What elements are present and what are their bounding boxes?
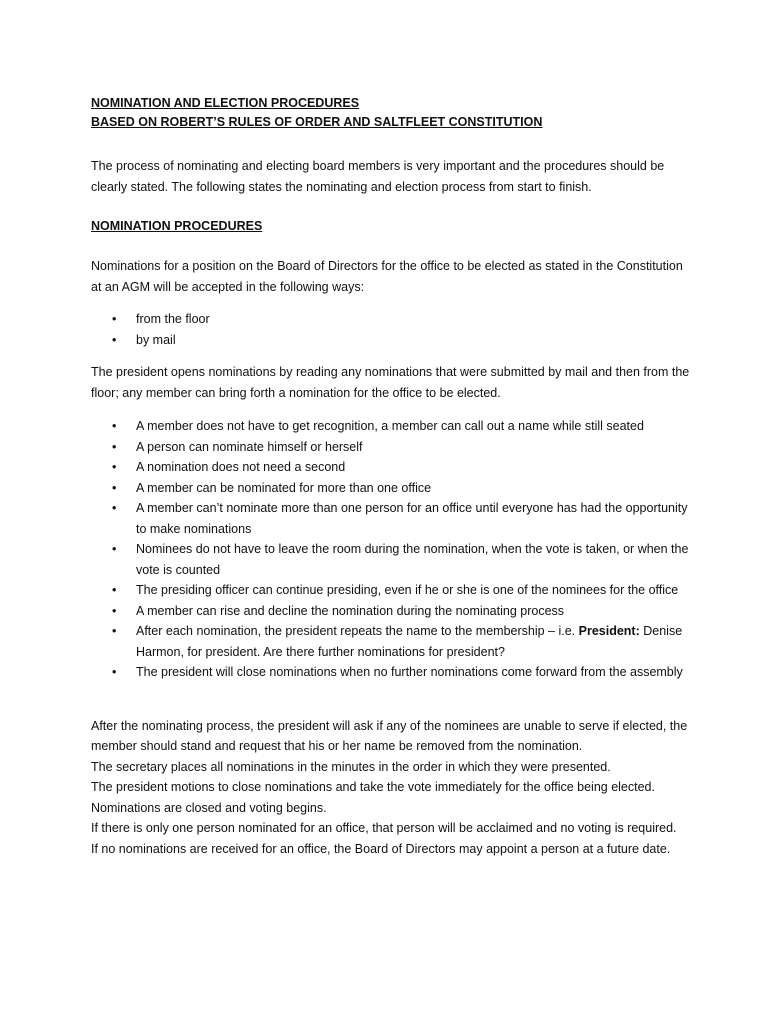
closing-line: The secretary places all nominations in the minutes in the order in which they were presented. [91, 759, 611, 774]
list-item: • A member can be nominated for more than one office [91, 478, 691, 499]
closing-line: After the nominating process, the president will ask if any of the nominees are unable to serve if elected, the member should stand and request that his or her name be removed from the nomination. [91, 718, 688, 753]
document-title-line-1: NOMINATION AND ELECTION PROCEDURES [91, 96, 360, 110]
list-item: • A person can nominate himself or herself [91, 437, 691, 458]
nominations-paragraph: Nominations for a position on the Board of Directors for the office to be elected as stated in the Constitution at an AGM will be accepted in the following ways: [91, 259, 683, 294]
section-heading: NOMINATION PROCEDURES [91, 219, 263, 233]
nomination-ways-list [91, 309, 691, 350]
closing-line: If there is only one person nominated for an office, that person will be acclaimed and no voting is required. [91, 821, 677, 835]
list-item: • from the floor [91, 309, 691, 330]
list-item: • Nominees do not have to leave the room during the nomination, when the vote is taken, or when the vote is counted [91, 539, 691, 580]
document-page [91, 94, 691, 859]
list-item [91, 621, 691, 662]
closing-line: If no nominations are received for an office, the Board of Directors may appoint a person at a future date. [91, 841, 671, 856]
closing-line: The president motions to close nominations and take the vote immediately for the office being elected. [91, 780, 655, 794]
list-item: • The presiding officer can continue presiding, even if he or she is one of the nominees for the office [91, 580, 691, 601]
list-item: • A member does not have to get recognition, a member can call out a name while still seated [91, 416, 691, 437]
list-item: • A member can rise and decline the nomination during the nominating process [91, 601, 691, 622]
nomination-rules-list [91, 416, 691, 683]
president-paragraph: The president opens nominations by reading any nominations that were submitted by mail and then from the floor; any member can bring forth a nomination for the office to be elected. [91, 365, 690, 400]
list-item: • The president will close nominations when no further nominations come forward from the assembly [91, 662, 691, 683]
list-item: • A nomination does not need a second [91, 457, 691, 478]
rule-text-after: Denise Harmon, for president. Are there further nominations for president? [136, 624, 683, 659]
intro-paragraph: The process of nominating and electing board members is very important and the procedures should be clearly stated. The following states the nominating and election process from start to finish. [91, 159, 665, 194]
rule-text-before: After each nomination, the president repeats the name to the membership – i.e. [136, 624, 579, 638]
closing-line: Nominations are closed and voting begins. [91, 800, 327, 815]
list-item: • by mail [91, 330, 691, 351]
list-item: • A member can’t nominate more than one person for an office until everyone has had the opportunity to make nominations [91, 498, 691, 539]
rule-text-bold: President: [578, 624, 640, 638]
closing-section [91, 716, 691, 860]
document-title-line-2: BASED ON ROBERT’S RULES OF ORDER AND SALTFLEET CONSTITUTION [91, 115, 543, 129]
